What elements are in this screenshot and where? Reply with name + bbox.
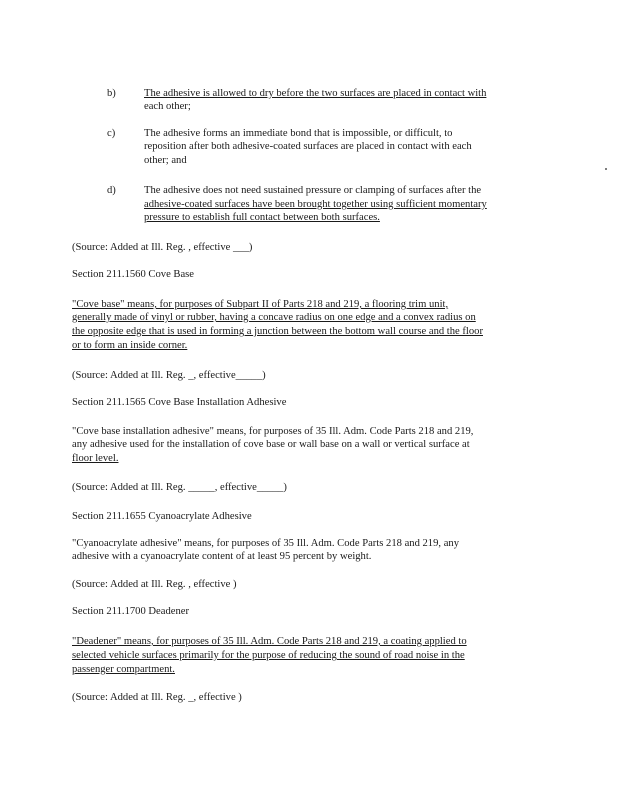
- cove-base-adhesive-line-1: "Cove base installation adhesive" means, for purposes of 35 Ill. Adm. Code Parts 218 and 219,: [72, 426, 474, 437]
- list-label-d: d): [107, 185, 116, 196]
- cove-base-adhesive-line-3: floor level.: [72, 453, 119, 464]
- list-d-line-3: pressure to establish full contact between both surfaces.: [144, 212, 380, 223]
- cove-base-line-2: generally made of vinyl or rubber, having a concave radius on one edge and a convex radius on: [72, 312, 476, 323]
- list-b-line-2: each other;: [144, 101, 191, 112]
- section-heading-deadener: Section 211.1700 Deadener: [72, 606, 189, 617]
- scan-speck: [605, 168, 607, 170]
- deadener-line-3: passenger compartment.: [72, 664, 175, 675]
- deadener-line-1: "Deadener" means, for purposes of 35 Ill. Adm. Code Parts 218 and 219, a coating applied to: [72, 636, 467, 647]
- list-b-line-1: The adhesive is allowed to dry before the two surfaces are placed in contact with: [144, 88, 487, 99]
- section-heading-cove-base-adhesive: Section 211.1565 Cove Base Installation Adhesive: [72, 397, 287, 408]
- cove-base-line-3: the opposite edge that is used in forming a junction between the bottom wall course and the floor: [72, 326, 483, 337]
- source-note-2: (Source: Added at Ill. Reg. _, effective_____): [72, 370, 266, 381]
- list-d-line-2: adhesive-coated surfaces have been brought together using sufficient momentary: [144, 199, 487, 210]
- cove-base-line-1: "Cove base" means, for purposes of Subpart II of Parts 218 and 219, a flooring trim unit,: [72, 299, 449, 310]
- list-d-line-1: The adhesive does not need sustained pressure or clamping of surfaces after the: [144, 185, 482, 196]
- section-heading-cove-base: Section 211.1560 Cove Base: [72, 269, 195, 280]
- list-c-line-2: reposition after both adhesive-coated surfaces are placed in contact with each: [144, 141, 472, 152]
- source-note-5: (Source: Added at Ill. Reg. _, effective ): [72, 692, 242, 703]
- list-c-line-1: The adhesive forms an immediate bond that is impossible, or difficult, to: [144, 128, 453, 139]
- list-label-c: c): [107, 128, 116, 139]
- section-heading-cyanoacrylate: Section 211.1655 Cyanoacrylate Adhesive: [72, 511, 252, 522]
- source-note-3: (Source: Added at Ill. Reg. _____, effective_____): [72, 482, 287, 493]
- source-note-1: (Source: Added at Ill. Reg. , effective ___): [72, 242, 253, 253]
- source-note-4: (Source: Added at Ill. Reg. , effective ): [72, 579, 237, 590]
- cove-base-adhesive-line-2: any adhesive used for the installation of cove base or wall base on a wall or vertical surface at: [72, 439, 470, 450]
- cove-base-line-4: or to form an inside corner.: [72, 340, 188, 351]
- list-c-line-3: other; and: [144, 155, 187, 166]
- cyanoacrylate-line-2: adhesive with a cyanoacrylate content of at least 95 percent by weight.: [72, 551, 372, 562]
- deadener-line-2: selected vehicle surfaces primarily for the purpose of reducing the sound of road noise in the: [72, 650, 465, 661]
- list-label-b: b): [107, 88, 116, 99]
- cyanoacrylate-line-1: "Cyanoacrylate adhesive" means, for purposes of 35 Ill. Adm. Code Parts 218 and 219, any: [72, 538, 459, 549]
